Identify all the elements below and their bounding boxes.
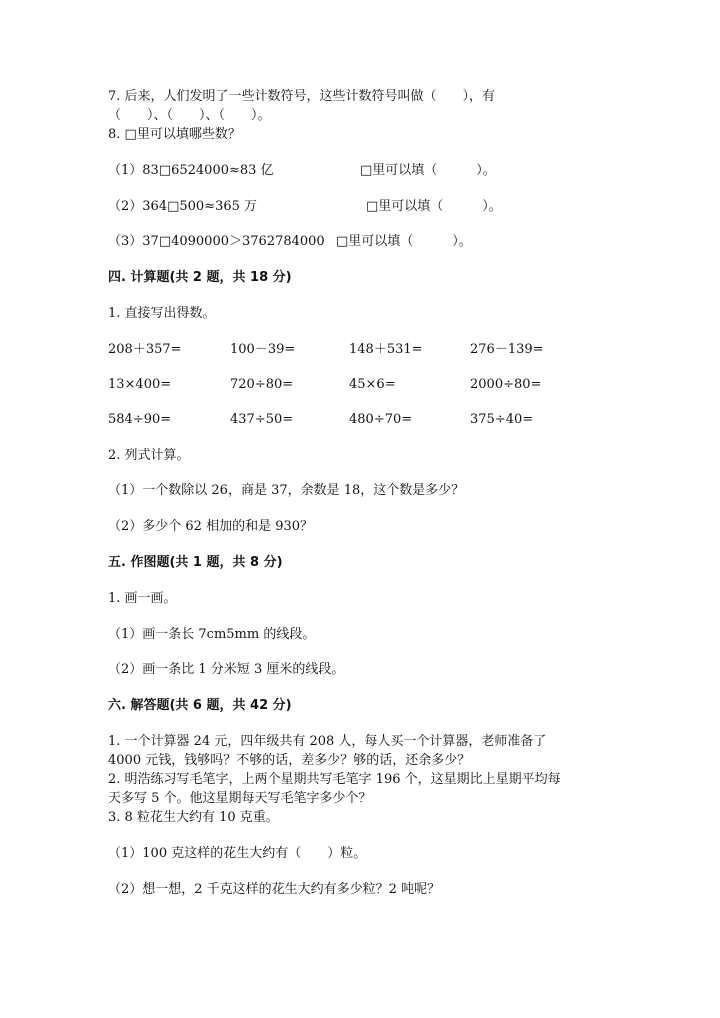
section-5-item-2: （2）画一条比 1 分米短 3 厘米的线段。	[108, 662, 345, 677]
section-4-q1-title: 1. 直接写出得数。	[108, 306, 216, 321]
section-6-q2-line-2: 天多写 5 个。他这星期每天写毛笔字多少个？	[108, 791, 372, 806]
section-6-heading: 六. 解答题(共 6 题，共 42 分)	[108, 698, 292, 713]
section-4-q2-item-1: （1）一个数除以 26，商是 37，余数是 18，这个数是多少？	[108, 483, 465, 498]
q8-item-2-fill: □里可以填（ ）。	[366, 199, 502, 214]
section-5-q1-title: 1. 画一画。	[108, 591, 177, 606]
section-6-q3-title: 3. 8 粒花生大约有 10 克重。	[108, 810, 279, 825]
calc-r3-c2: 437÷50=	[230, 412, 294, 427]
calc-r3-c3: 480÷70=	[349, 412, 413, 427]
q8-item-3-fill: □里可以填（ ）。	[336, 234, 472, 249]
section-6-q3-item-1: （1）100 克这样的花生大约有（ ）粒。	[108, 846, 367, 861]
calc-r2-c2: 720÷80=	[230, 377, 294, 392]
section-6-q1-line-2: 4000 元钱，钱够吗？不够的话，差多少？够的话，还余多少？	[108, 753, 471, 768]
calc-r1-c4: 276－139=	[470, 342, 544, 357]
calc-r2-c3: 45×6=	[349, 377, 396, 392]
q8-item-1-fill: □里可以填（ ）。	[360, 163, 496, 178]
q8-item-3-expr: （3）37□4090000＞3762784000	[108, 234, 325, 249]
section-4-q2-title: 2. 列式计算。	[108, 448, 190, 463]
section-4-q2-item-2: （2）多少个 62 相加的和是 930？	[108, 519, 314, 534]
section-6-q3-item-2: （2）想一想，2 千克这样的花生大约有多少粒？2 吨呢？	[108, 882, 441, 897]
q7-line-1: 7. 后来，人们发明了一些计数符号，这些计数符号叫做（ ），有	[108, 89, 496, 104]
calc-r3-c4: 375÷40=	[470, 412, 534, 427]
q7-line-2: （ ）、（ ）、（ ）。	[108, 108, 271, 123]
section-6-q1-line-1: 1. 一个计算器 24 元，四年级共有 208 人，每人买一个计算器，老师准备了	[108, 734, 547, 749]
calc-r2-c4: 2000÷80=	[470, 377, 542, 392]
calc-r1-c3: 148＋531=	[349, 342, 423, 357]
calc-r1-c1: 208＋357=	[108, 342, 182, 357]
section-5-heading: 五. 作图题(共 1 题，共 8 分)	[108, 555, 283, 570]
q8-item-2-expr: （2）364□500≈365 万	[108, 199, 258, 214]
q8-title: 8. □里可以填哪些数？	[108, 127, 241, 142]
section-5-item-1: （1）画一条长 7cm5mm 的线段。	[108, 627, 316, 642]
q8-item-1-expr: （1）83□6524000≈83 亿	[108, 163, 274, 178]
section-4-heading: 四. 计算题(共 2 题，共 18 分)	[108, 270, 292, 285]
calc-r3-c1: 584÷90=	[108, 412, 172, 427]
calc-r2-c1: 13×400=	[108, 377, 172, 392]
calc-r1-c2: 100－39=	[230, 342, 296, 357]
section-6-q2-line-1: 2. 明浩练习写毛笔字，上两个星期共写毛笔字 196 个，这星期比上星期平均每	[108, 772, 561, 787]
